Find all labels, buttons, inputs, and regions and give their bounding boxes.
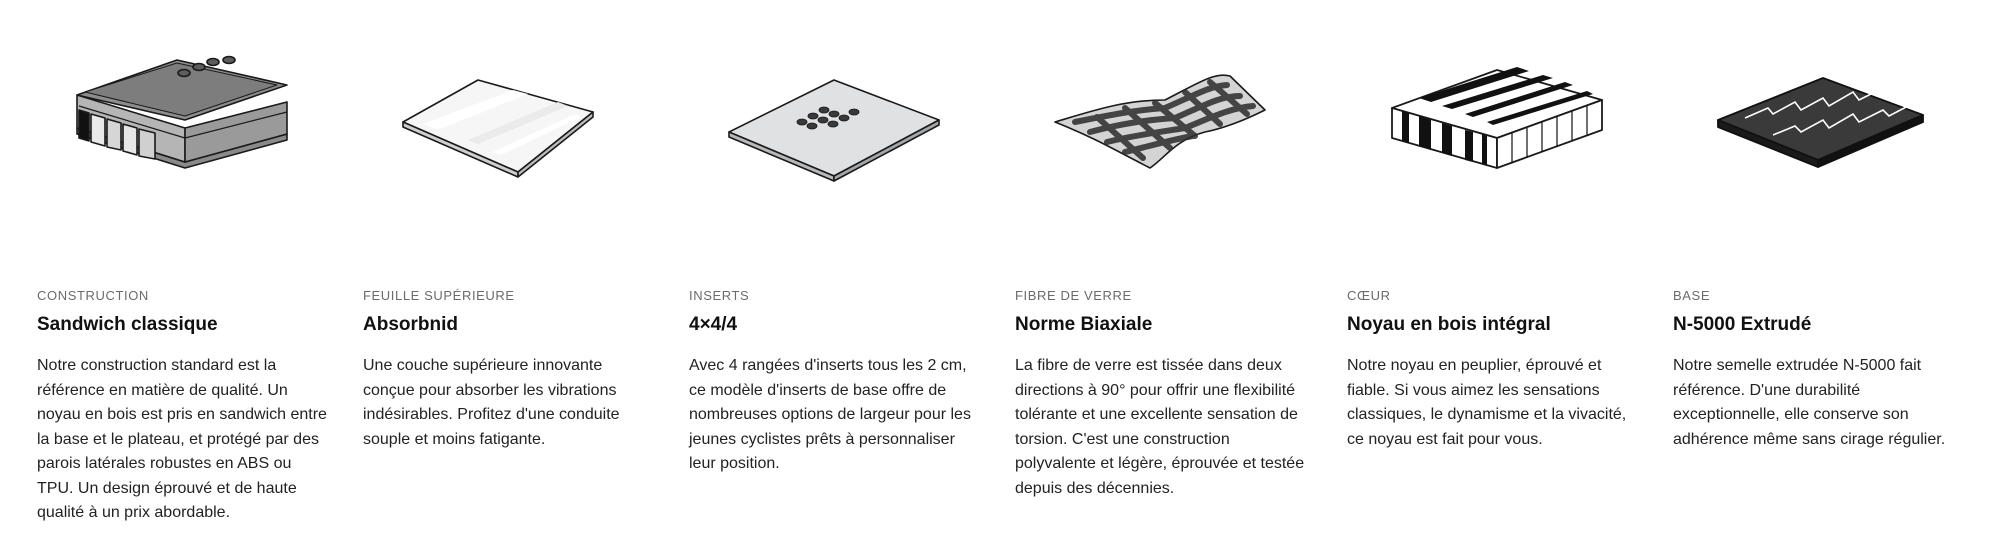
feature-card-core xyxy=(1347,0,1647,540)
feature-title: 4×4/4 xyxy=(689,314,738,335)
feature-eyebrow: INSERTS xyxy=(689,288,750,303)
fiberglass-weave-icon xyxy=(1015,40,1315,200)
feature-eyebrow: CŒUR xyxy=(1347,288,1391,303)
feature-title: Absorbnid xyxy=(363,314,458,335)
feature-title: Norme Biaxiale xyxy=(1015,314,1153,335)
feature-description: La fibre de verre est tissée dans deux directions à 90° pour offrir une flexibilité tolérante et une excellente sensation de torsion. C'est une construction polyvalente et légère, éprouvée et testée depuis des décennies. xyxy=(1015,357,1305,497)
sandwich-construction-icon xyxy=(37,40,337,200)
feature-eyebrow: BASE xyxy=(1673,288,1711,303)
inserts-board-icon xyxy=(689,40,989,200)
feature-card-fiberglass xyxy=(1015,0,1315,540)
feature-title: N-5000 Extrudé xyxy=(1673,314,1812,335)
feature-description: Notre semelle extrudée N-5000 fait référence. D'une durabilité exceptionnelle, elle conserve son adhérence même sans cirage régulier. xyxy=(1673,357,1946,448)
feature-card-inserts xyxy=(689,0,989,540)
feature-eyebrow: FEUILLE SUPÉRIEURE xyxy=(363,288,515,303)
feature-title: Sandwich classique xyxy=(37,314,218,335)
top-sheet-icon xyxy=(363,40,663,200)
feature-eyebrow: CONSTRUCTION xyxy=(37,288,149,303)
feature-card-top-sheet xyxy=(363,0,663,540)
feature-card-construction xyxy=(37,0,337,540)
feature-description: Notre noyau en peuplier, éprouvé et fiable. Si vous aimez les sensations classiques, le dynamisme et la vivacité, ce noyau est fait pour vous. xyxy=(1347,357,1627,448)
feature-description: Une couche supérieure innovante conçue pour absorber les vibrations indésirables. Profitez d'une conduite souple et moins fatigante. xyxy=(363,357,620,448)
wood-core-icon xyxy=(1347,40,1647,200)
feature-eyebrow: FIBRE DE VERRE xyxy=(1015,288,1132,303)
extruded-base-icon xyxy=(1673,40,1973,200)
feature-description: Notre construction standard est la référence en matière de qualité. Un noyau en bois est pris en sandwich entre la base et le plateau, et protégé par des parois latérales robustes en ABS ou TPU. Un design éprouvé et de haute qualité à un prix abordable. xyxy=(37,357,327,521)
feature-description: Avec 4 rangées d'inserts tous les 2 cm, ce modèle d'inserts de base offre de nombreuses options de largeur pour les jeunes cyclistes prêts à personnaliser leur position. xyxy=(689,357,971,472)
feature-title: Noyau en bois intégral xyxy=(1347,314,1551,335)
feature-card-base xyxy=(1673,0,1973,540)
